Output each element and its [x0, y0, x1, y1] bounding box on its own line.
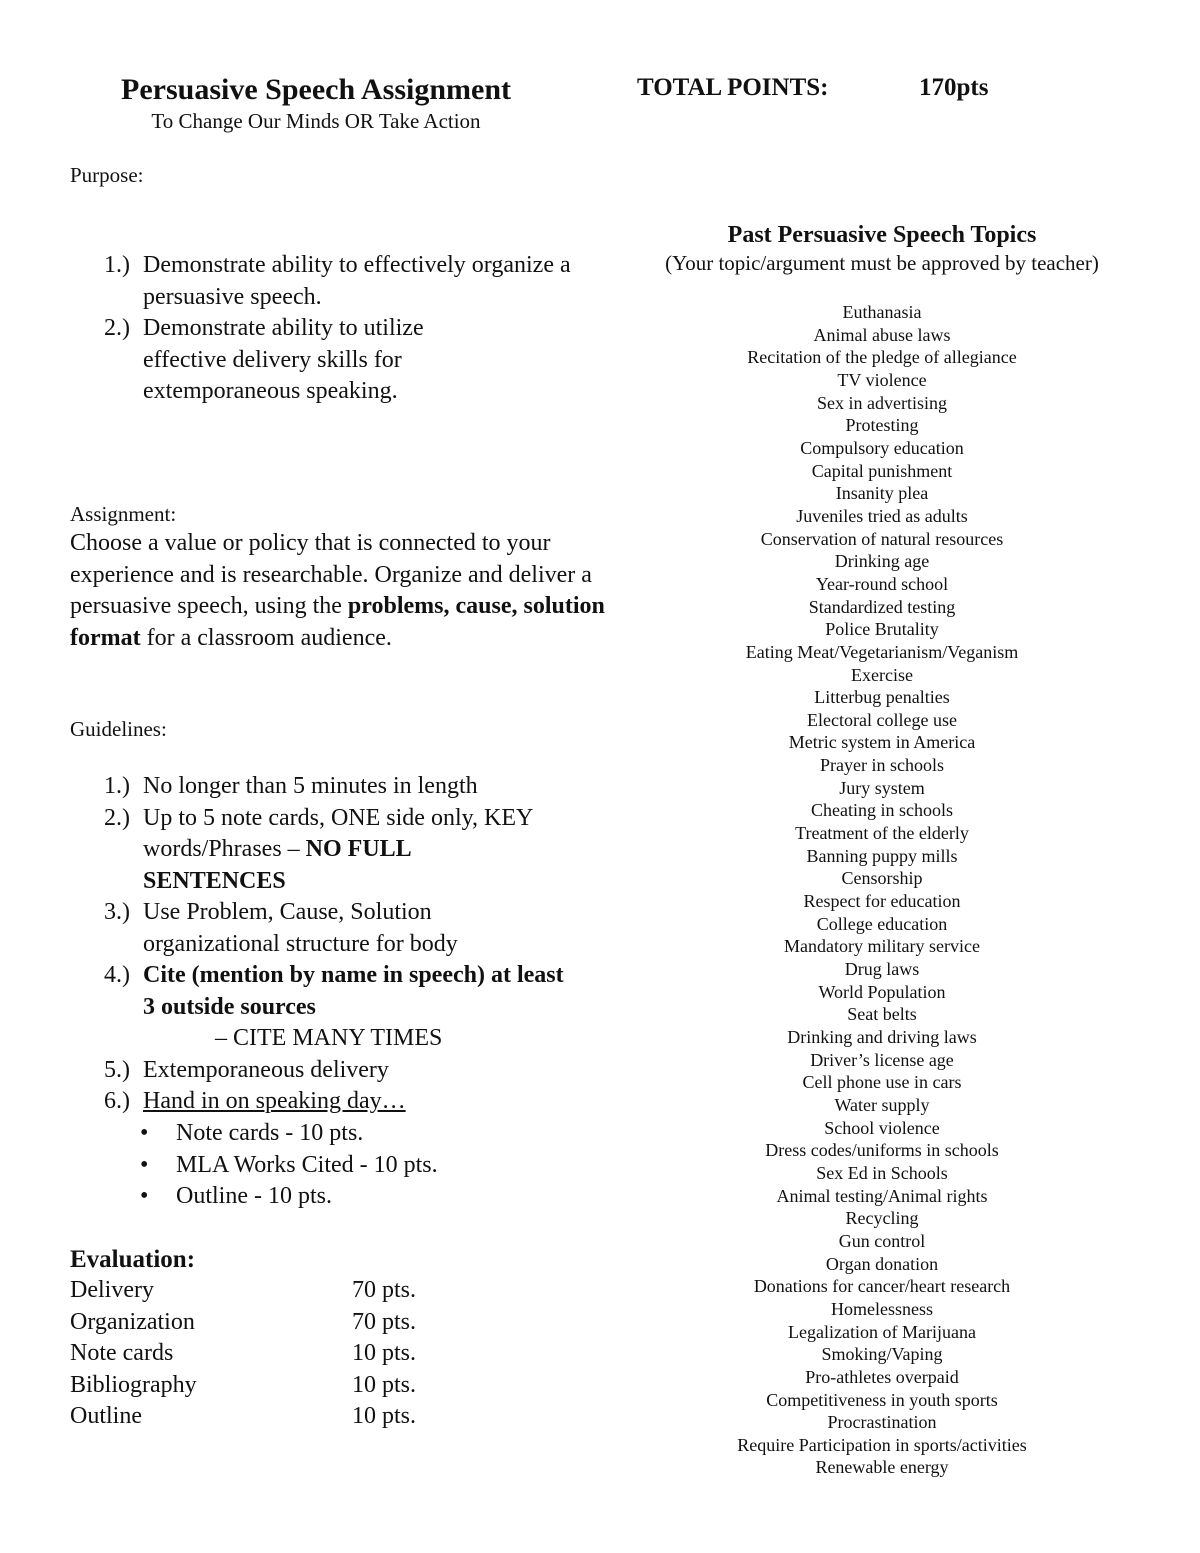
hand-in-text: Note cards - 10 pts.: [176, 1120, 364, 1146]
topic-item: Mandatory military service: [784, 936, 980, 957]
topics-heading: Past Persuasive Speech Topics: [727, 222, 1037, 248]
topic-item: Driver’s license age: [810, 1049, 954, 1070]
purpose-item: [104, 250, 584, 313]
topic-item: Treatment of the elderly: [795, 823, 969, 844]
guideline-item: [104, 960, 573, 1055]
topic-item: Metric system in America: [788, 732, 976, 753]
topic-item: Pro-athletes overpaid: [805, 1366, 959, 1387]
topic-item: Competitiveness in youth sports: [766, 1389, 998, 1410]
assignment-text-bold: problems, cause, solution format: [70, 593, 605, 651]
topic-item: Animal testing/Animal rights: [776, 1185, 988, 1206]
topic-item: Drug laws: [844, 959, 920, 980]
topic-item: Electoral college use: [807, 709, 957, 730]
hand-in-item: [140, 1150, 580, 1182]
guideline-text: Extemporaneous delivery: [143, 1056, 389, 1083]
topic-item: Sex Ed in Schools: [816, 1162, 948, 1183]
evaluation-points: 70 pts.: [352, 1277, 417, 1303]
topic-item: Euthanasia: [842, 302, 922, 322]
evaluation-points: 10 pts.: [352, 1403, 417, 1430]
topic-item: Prayer in schools: [820, 755, 944, 776]
topic-item: Organ donation: [825, 1253, 939, 1274]
hand-in-text: MLA Works Cited - 10 pts.: [176, 1151, 438, 1178]
hand-in-item: [140, 1181, 580, 1213]
topic-item: School violence: [824, 1117, 940, 1138]
evaluation-points: 70 pts.: [352, 1308, 417, 1335]
topic-item: Drinking age: [834, 551, 930, 572]
topic-item: Smoking/Vaping: [821, 1344, 943, 1365]
evaluation-row: [70, 1309, 416, 1341]
topic-item: Cell phone use in cars: [802, 1072, 962, 1093]
evaluation-row: [70, 1372, 416, 1404]
evaluation-label: Note cards: [70, 1340, 174, 1367]
topic-item: Juveniles tried as adults: [796, 505, 968, 526]
topic-item: Compulsory education: [800, 437, 964, 458]
topic-item: Standardized testing: [808, 596, 956, 617]
guideline-item: [104, 1086, 584, 1118]
assignment-text-b: for a classroom audience.: [140, 624, 392, 651]
evaluation-heading: Evaluation:: [70, 1246, 196, 1273]
guideline-text: Hand in on speaking day…: [143, 1088, 406, 1114]
guidelines-heading: Guidelines:: [70, 717, 167, 741]
topic-item: Procrastination: [827, 1412, 937, 1433]
guideline-text: No longer than 5 minutes in length: [143, 773, 478, 799]
topic-item: Legalization of Marijuana: [788, 1321, 976, 1342]
guideline-item: [104, 803, 543, 898]
topic-item: Banning puppy mills: [806, 845, 958, 866]
page-subtitle: To Change Our Minds OR Take Action: [151, 109, 481, 133]
guideline-bold-text: Cite (mention by name in speech) at least 3 outside sources: [143, 962, 564, 1020]
topic-item: Police Brutality: [825, 619, 939, 640]
guidelines-list: [104, 771, 584, 1118]
purpose-heading: Purpose:: [70, 163, 144, 187]
evaluation-points: 10 pts.: [352, 1371, 417, 1398]
total-points-value: 170pts: [919, 74, 989, 101]
topic-item: Litterbug penalties: [814, 687, 950, 708]
bullet-icon: •: [140, 1151, 149, 1178]
topic-item: Respect for education: [803, 891, 961, 912]
topic-item: Conservation of natural resources: [760, 528, 1004, 549]
guideline-text: Use Problem, Cause, Solution organizational structure for body: [143, 899, 458, 957]
bullet-icon: •: [140, 1183, 149, 1209]
topic-item: Insanity plea: [835, 483, 929, 504]
topic-item: Homelessness: [831, 1298, 933, 1319]
topic-item: Year-round school: [815, 573, 949, 594]
total-points: [637, 72, 989, 104]
guideline-number: 4.): [104, 962, 130, 988]
topic-item: Capital punishment: [811, 460, 953, 481]
evaluation-row: [70, 1403, 416, 1435]
assignment-heading: Assignment:: [70, 502, 177, 526]
guideline-subtext: – CITE MANY TIMES: [215, 1025, 443, 1051]
topics-list: [582, 301, 1182, 1479]
topic-item: Jury system: [839, 777, 925, 798]
page-title: Persuasive Speech Assignment: [121, 73, 511, 106]
purpose-item-number: 1.): [104, 252, 130, 278]
topic-item: Donations for cancer/heart research: [753, 1276, 1011, 1297]
topic-item: Cheating in schools: [811, 800, 953, 821]
topic-item: Exercise: [851, 664, 913, 685]
topic-item: Drinking and driving laws: [787, 1027, 977, 1047]
purpose-item-text: Demonstrate ability to utilize effective delivery skills for extemporaneous speaking.: [143, 315, 424, 404]
bullet-icon: •: [140, 1120, 149, 1146]
assignment-text-a: Choose a value or policy that is connected to your experience and is researchable. Organize and deliver a persuasive speech, using the: [70, 530, 592, 619]
evaluation-table: [70, 1277, 416, 1435]
guideline-item: [104, 897, 543, 960]
topic-item: College education: [816, 913, 948, 934]
guideline-item: [104, 1055, 584, 1087]
guideline-number: 6.): [104, 1088, 130, 1114]
topic-item: Eating Meat/Vegetarianism/Veganism: [745, 641, 1019, 662]
hand-in-text: Outline - 10 pts.: [176, 1183, 332, 1209]
guideline-number: 3.): [104, 899, 130, 925]
evaluation-row: [70, 1277, 416, 1309]
topic-item: Censorship: [841, 868, 923, 889]
evaluation-label: Bibliography: [70, 1371, 197, 1398]
topic-item: Sex in advertising: [817, 392, 947, 413]
topic-item: Seat belts: [847, 1004, 917, 1025]
guideline-number: 2.): [104, 804, 130, 831]
evaluation-label: Organization: [70, 1308, 195, 1335]
topic-item: Water supply: [834, 1094, 930, 1115]
topic-item: Recycling: [845, 1208, 919, 1229]
guideline-bold-text: NO FULL SENTENCES: [143, 836, 411, 894]
topic-item: Animal abuse laws: [813, 324, 951, 345]
evaluation-points: 10 pts.: [352, 1340, 417, 1367]
topic-item: Require Participation in sports/activities: [737, 1434, 1027, 1455]
topics-note: (Your topic/argument must be approved by teacher): [665, 251, 1099, 275]
topic-item: World Population: [818, 981, 946, 1002]
purpose-list: [104, 250, 584, 408]
guideline-number: 1.): [104, 773, 130, 799]
topic-item: Protesting: [845, 415, 919, 436]
purpose-item-text: Demonstrate ability to effectively organize a persuasive speech.: [143, 252, 571, 310]
guideline-text: Up to 5 note cards, ONE side only, KEY words/Phrases –: [143, 804, 533, 862]
hand-in-list: [140, 1118, 580, 1213]
topic-item: Dress codes/uniforms in schools: [765, 1140, 999, 1161]
topic-item: TV violence: [837, 369, 927, 390]
hand-in-item: [140, 1118, 580, 1150]
evaluation-label: Delivery: [70, 1277, 154, 1303]
topic-item: Gun control: [838, 1230, 926, 1251]
purpose-item-number: 2.): [104, 315, 130, 341]
topic-item: Renewable energy: [815, 1457, 949, 1478]
evaluation-label: Outline: [70, 1403, 142, 1430]
evaluation-row: [70, 1340, 416, 1372]
guideline-item: [104, 771, 584, 803]
total-points-label: TOTAL POINTS:: [637, 74, 829, 101]
topic-item: Recitation of the pledge of allegiance: [747, 347, 1017, 368]
assignment-text: [70, 528, 610, 654]
purpose-item: [104, 313, 473, 408]
guideline-number: 5.): [104, 1056, 130, 1083]
